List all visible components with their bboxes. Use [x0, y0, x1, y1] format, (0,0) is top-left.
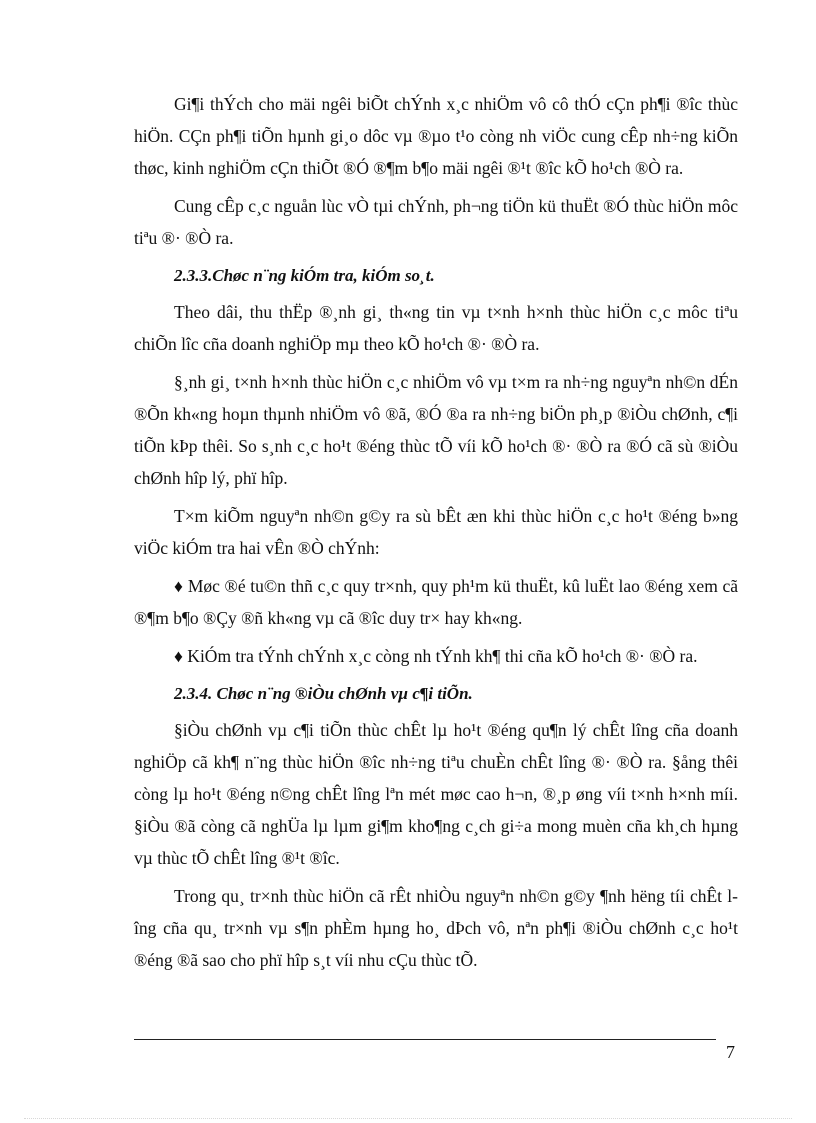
bullet-paragraph: ♦ Møc ®é tu©n thñ c¸c quy tr×nh, quy ph¹m kü thuËt, kû luËt lao ®éng xem cã ®¶m b¶o ®Çy ®ñ kh«ng vµ cã ®îc duy tr× hay kh«ng.: [134, 576, 738, 628]
paragraph: Cung cÊp c¸c nguån lùc vÒ tµi chÝnh, ph¬ng tiÖn kü thuËt ®Ó thùc hiÖn môc tiªu ®· ®Ò ra.: [134, 196, 738, 248]
section-heading: 2.3.3.Chøc n¨ng kiÓm tra, kiÓm so¸t.: [174, 266, 435, 285]
paragraph: Theo dâi, thu thËp ®¸nh gi¸ th«ng tin vµ t×nh h×nh thùc hiÖn c¸c môc tiªu chiÕn lîc cña doanh nghiÖp mµ theo kÕ ho¹ch ®· ®Ò ra.: [134, 302, 738, 354]
paragraph: Trong qu¸ tr×nh thùc hiÖn cã rÊt nhiÒu nguyªn nh©n g©y ¶nh hëng tíi chÊt lîng cña qu¸ tr×nh vµ s¶n phÈm hµng ho¸ dÞch vô, nªn ph¶i ®iÒu chØnh c¸c ho¹t ®éng ®ã sao cho phï hîp s¸t víi nhu cÇu thùc tÕ.: [134, 886, 738, 970]
paragraph: T×m kiÕm nguyªn nh©n g©y ra sù bÊt æn khi thùc hiÖn c¸c ho¹t ®éng b»ng viÖc kiÓm tra hai vÊn ®Ò chÝnh:: [134, 506, 738, 558]
footer-divider: [134, 1039, 716, 1040]
paragraph: Gi¶i thÝch cho mäi ngêi biÕt chÝnh x¸c nhiÖm vô cô thÓ cÇn ph¶i ®îc thùc hiÖn. CÇn ph¶i tiÕn hµnh gi¸o dôc vµ ®µo t¹o còng nh viÖc cung cÊp nh÷ng kiÕn thøc, kinh nghiÖm cÇn thiÕt ®Ó ®¶m b¶o mäi ngêi ®¹t ®îc kÕ ho¹ch ®Ò ra.: [134, 94, 738, 178]
paragraph: §¸nh gi¸ t×nh h×nh thùc hiÖn c¸c nhiÖm vô vµ t×m ra nh÷ng nguyªn nh©n dÉn ®Õn kh«ng hoµn thµnh nhiÖm vô ®ã, ®Ó ®a ra nh÷ng biÖn ph¸p ®iÒu chØnh, c¶i tiÕn kÞp thêi. So s¸nh c¸c ho¹t ®éng thùc tÕ víi kÕ ho¹ch ®· ®Ò ra ®Ó cã sù ®iÒu chØnh hîp lý, phï hîp.: [134, 372, 738, 488]
bullet-paragraph: ♦ KiÓm tra tÝnh chÝnh x¸c còng nh tÝnh kh¶ thi cña kÕ ho¹ch ®· ®Ò ra.: [174, 646, 698, 666]
paragraph: §iÒu chØnh vµ c¶i tiÕn thùc chÊt lµ ho¹t ®éng qu¶n lý chÊt lîng cña doanh nghiÖp cã kh¶ n¨ng thùc hiÖn ®îc nh÷ng tiªu chuÈn chÊt lîng ®· ®Ò ra. §ång thêi còng lµ ho¹t ®éng n©ng chÊt lîng lªn mét møc cao h¬n, ®¸p øng víi t×nh h×nh míi. §iÒu ®ã còng cã nghÜa lµ lµm gi¶m kho¶ng c¸ch gi÷a mong muèn cña kh¸ch hµng vµ thùc tÕ chÊt lîng ®¹t ®îc.: [134, 720, 738, 868]
section-heading: 2.3.4. Chøc n¨ng ®iÒu chØnh vµ c¶i tiÕn.: [174, 684, 473, 703]
document-body: [134, 88, 738, 982]
page-number: 7: [726, 1042, 735, 1062]
page-edge-dots: [24, 1118, 792, 1119]
